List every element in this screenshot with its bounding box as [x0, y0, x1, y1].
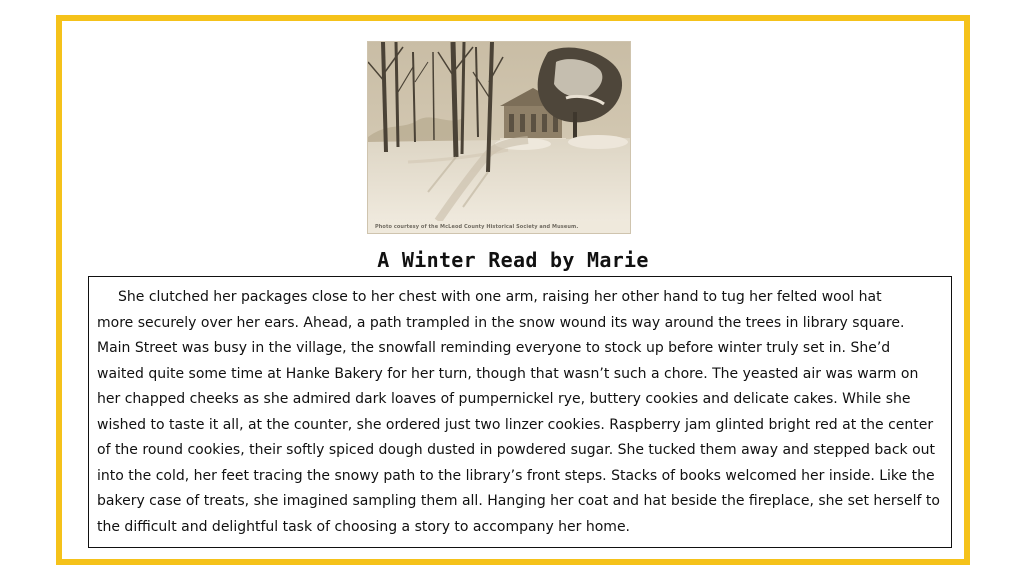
- winter-library-square-illustration: [368, 42, 630, 221]
- story-line: Main Street was busy in the village, the snowfall reminding everyone to stock up before winter truly set in. She’d: [97, 340, 891, 356]
- story-line: waited quite some time at Hanke Bakery for her turn, though that wasn’t such a chore. The yeasted air was warm on: [97, 365, 919, 382]
- story-line: bakery case of treats, she imagined sampling them all. Hanging her coat and hat beside the fireplace, she set herself to: [97, 493, 940, 509]
- story-line: of the round cookies, their softly spiced dough dusted in powdered sugar. She tucked them away and stepped back out: [97, 442, 935, 458]
- historic-winter-photo: [367, 41, 631, 234]
- page-title: A Winter Read by Marie: [377, 248, 649, 272]
- story-line: She clutched her packages close to her chest with one arm, raising her other hand to tug her felted wool hat: [118, 289, 882, 305]
- photo-caption: Photo courtesy of the McLeod County Historical Society and Museum.: [368, 221, 630, 233]
- story-text-box: [88, 276, 952, 548]
- story-line: wished to taste it all, at the counter, she ordered just two linzer cookies. Raspberry jam glinted bright red at the center: [97, 416, 934, 433]
- story-paragraph: [97, 285, 941, 540]
- story-line: into the cold, her feet tracing the snowy path to the library’s front steps. Stacks of books welcomed her inside. Like the: [97, 467, 935, 484]
- yellow-frame: [56, 15, 970, 565]
- story-line: the difficult and delightful task of choosing a story to accompany her home.: [97, 518, 631, 535]
- story-line: more securely over her ears. Ahead, a path trampled in the snow wound its way around the trees in library square.: [97, 314, 905, 331]
- story-line: her chapped cheeks as she admired dark loaves of pumpernickel rye, buttery cookies and delicate cakes. While she: [97, 391, 911, 407]
